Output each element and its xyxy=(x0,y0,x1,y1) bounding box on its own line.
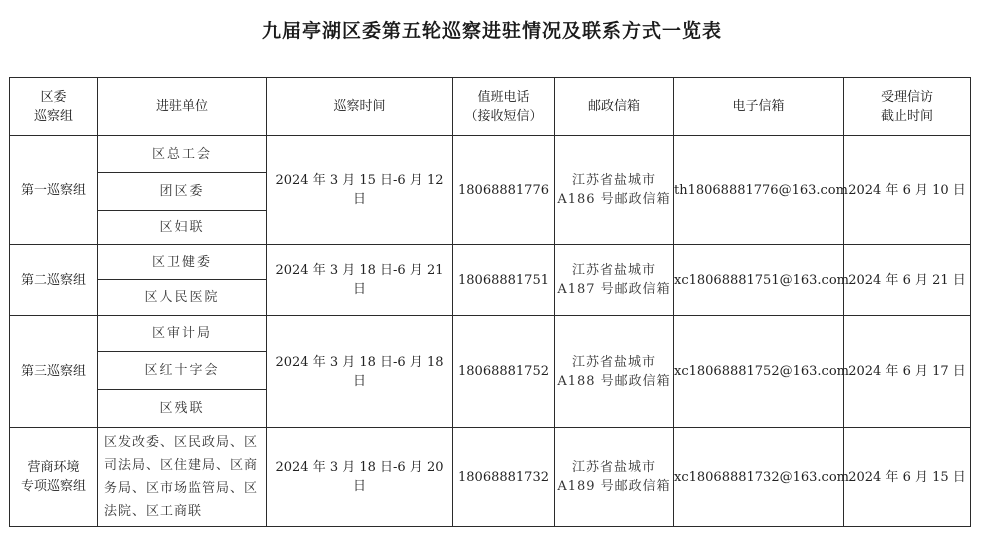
unit-cell: 区审计局 xyxy=(98,316,267,352)
group-name: 第二巡察组 xyxy=(10,245,98,316)
period-cell: 2024 年 3 月 18 日-6 月 21 日 xyxy=(267,245,453,316)
mailbox-cell: 江苏省盐城市 A186 号邮政信箱 xyxy=(555,136,674,245)
unit-cell: 区红十字会 xyxy=(98,352,267,390)
mailbox-cell: 江苏省盐城市 A187 号邮政信箱 xyxy=(555,245,674,316)
email-cell: th18068881776@163.com xyxy=(674,136,844,245)
header-period: 巡察时间 xyxy=(267,78,453,136)
unit-cell: 区卫健委 xyxy=(98,245,267,280)
deadline-cell: 2024 年 6 月 17 日 xyxy=(844,316,971,428)
phone-cell: 18068881751 xyxy=(453,245,555,316)
header-deadline: 受理信访 截止时间 xyxy=(844,78,971,136)
group-name: 营商环境 专项巡察组 xyxy=(10,428,98,527)
table-row xyxy=(10,136,971,173)
period-cell: 2024 年 3 月 18 日-6 月 20 日 xyxy=(267,428,453,527)
header-row xyxy=(10,78,971,136)
deadline-cell: 2024 年 6 月 10 日 xyxy=(844,136,971,245)
unit-cell: 区残联 xyxy=(98,390,267,428)
phone-cell: 18068881732 xyxy=(453,428,555,527)
email-cell: xc18068881732@163.com xyxy=(674,428,844,527)
inspection-table xyxy=(9,77,971,527)
header-mailbox: 邮政信箱 xyxy=(555,78,674,136)
email-cell: xc18068881751@163.com xyxy=(674,245,844,316)
header-unit: 进驻单位 xyxy=(98,78,267,136)
unit-cell: 区发改委、区民政局、区司法局、区住建局、区商务局、区市场监管局、区法院、区工商联 xyxy=(98,428,267,527)
unit-cell: 团区委 xyxy=(98,173,267,211)
unit-cell: 区总工会 xyxy=(98,136,267,173)
mailbox-cell: 江苏省盐城市 A189 号邮政信箱 xyxy=(555,428,674,527)
header-phone: 值班电话 （接收短信） xyxy=(453,78,555,136)
header-group: 区委 巡察组 xyxy=(10,78,98,136)
page-title: 九届亭湖区委第五轮巡察进驻情况及联系方式一览表 xyxy=(261,20,722,42)
group-name: 第三巡察组 xyxy=(10,316,98,428)
deadline-cell: 2024 年 6 月 15 日 xyxy=(844,428,971,527)
group-name: 第一巡察组 xyxy=(10,136,98,245)
header-email: 电子信箱 xyxy=(674,78,844,136)
phone-cell: 18068881776 xyxy=(453,136,555,245)
deadline-cell: 2024 年 6 月 21 日 xyxy=(844,245,971,316)
phone-cell: 18068881752 xyxy=(453,316,555,428)
table-row xyxy=(10,428,971,527)
mailbox-cell: 江苏省盐城市 A188 号邮政信箱 xyxy=(555,316,674,428)
table-row xyxy=(10,316,971,352)
period-cell: 2024 年 3 月 18 日-6 月 18 日 xyxy=(267,316,453,428)
period-cell: 2024 年 3 月 15 日-6 月 12 日 xyxy=(267,136,453,245)
table-row xyxy=(10,245,971,280)
unit-cell: 区妇联 xyxy=(98,211,267,245)
email-cell: xc18068881752@163.com xyxy=(674,316,844,428)
unit-cell: 区人民医院 xyxy=(98,280,267,316)
